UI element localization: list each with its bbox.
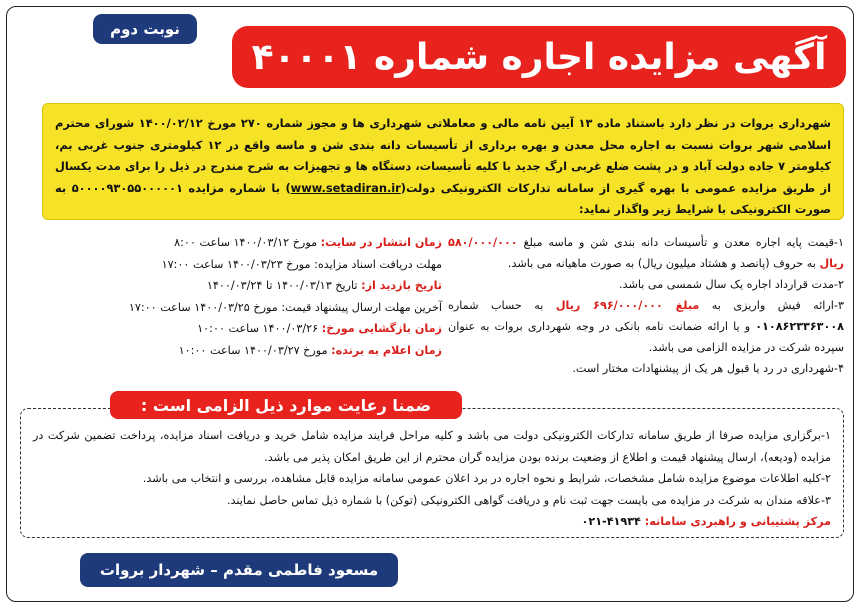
schedule-publish: زمان انتشار در سایت: مورخ ۱۴۰۰/۰۳/۱۲ ساعت ۸:۰۰ bbox=[174, 236, 442, 249]
schedule-winner: زمان اعلام به برنده: مورخ ۱۴۰۰/۰۳/۲۷ ساعت ۱۰:۰۰ bbox=[178, 343, 442, 357]
support-phone: ۴۱۹۳۴-۰۲۱ bbox=[581, 515, 645, 528]
setadiran-link[interactable]: www.setadiran.ir bbox=[290, 180, 401, 195]
deposit-amount: مبلغ ۶۹۶/۰۰۰/۰۰۰ ریال bbox=[555, 299, 700, 312]
condition-4: ۴-شهرداری در رد یا قبول هر یک از پیشنهادات مختار است. bbox=[572, 362, 844, 375]
intro-line-2: شهر بروات نسبت به اجاره محل معدن و بهره برداری از تأسیسات دانه بندی شن و ماسه واقع در ۱۲ کیلومتری جنوب غربی بم، کیلومتر ۷ جاده دولت bbox=[55, 137, 831, 173]
schedule-offer: آخرین مهلت ارسال پیشنهاد قیمت: مورخ ۱۴۰۰/۰۳/۲۵ ساعت ۱۷:۰۰ bbox=[128, 300, 442, 314]
notes-box bbox=[20, 408, 844, 538]
intro-paragraph bbox=[42, 103, 844, 220]
note-2: ۲-کلیه اطلاعات موضوع مزایده شامل مشخصات، شرایط و نحوه اجاره در برد اعلان عمومی سامانه مزایده قابل مشاهده، بررسی و انتخاب می باشد. bbox=[142, 472, 831, 485]
condition-3: ۳-ارائه فیش واریزی به مبلغ ۶۹۶/۰۰۰/۰۰۰ ریال به حساب شماره ۰۱۰۸۶۲۳۳۶۳۰۰۸ و یا ارائه ضمانت نامه بانکی در وجه شهرداری بروات به عنوان سپرده شرکت در مزایده الزامی می باشد. bbox=[448, 299, 844, 354]
base-price: ۵۸۰/۰۰۰/۰۰۰ bbox=[448, 236, 518, 249]
notes-header: ضمنا رعایت موارد ذیل الزامی است : bbox=[110, 391, 462, 419]
conditions-list bbox=[448, 232, 844, 379]
account-number: ۰۱۰۸۶۲۳۳۶۳۰۰۸ bbox=[755, 320, 844, 333]
page-title: آگهی مزایده اجاره شماره ۴۰۰۰۱ bbox=[232, 26, 846, 88]
intro-line-4b: ) با شماره مزایده ۵۰۰۰۰۹۳۰۵۵۰۰۰۰۰۱ به صورت الکترونیکی با شرایط زیر واگذار نماید: bbox=[55, 180, 831, 216]
intro-line-3: آباد و در پشت ضلع غربی ارگ جدید با کلیه تأسیسات، دستگاه ها و تجهیزات به شرح مندرج در ذیل را برای مدت یکسال از طریق مزایده عمومی با بهره bbox=[55, 159, 832, 195]
schedule-list bbox=[12, 232, 442, 361]
note-3: ۳-علاقه مندان به شرکت در مزایده می بایست جهت ثبت نام و دریافت گواهی الکترونیکی (توکن) با شماره ذیل تماس حاصل نمایند. bbox=[226, 493, 831, 507]
support-line: مرکز پشتیبانی و راهبردی سامانه: ۴۱۹۳۴-۰۲۱ bbox=[581, 515, 831, 528]
schedule-opening: زمان بازگشایی مورخ: ۱۴۰۰/۰۳/۲۶ ساعت ۱۰:۰۰ bbox=[197, 322, 442, 335]
round-badge: نوبت دوم bbox=[93, 14, 197, 44]
intro-line-1: شهرداری بروات در نظر دارد باستناد ماده ۱۳ آیین نامه مالی و معاملاتی شهرداری ها و مجوز شماره ۲۷۰ مورخ ۱۴۰۰/۰۲/۱۲ شورای محترم اسلامی bbox=[55, 116, 831, 152]
condition-2: ۲-مدت قرارداد اجاره یک سال شمسی می باشد. bbox=[619, 278, 844, 291]
note-1: ۱-برگزاری مزایده صرفا از طریق سامانه تدارکات الکترونیکی دولت می باشد و کلیه مراحل فرایند مزایده شامل خرید و دریافت اسناد مزایده، پرداخت تضمین شرکت در مزایده (ودیعه)، ارسال پیشنهاد قیمت و اطلاع از وضعیت برنده بودن مزایده گران محترم از این طریق امکان پذیر می باشد. bbox=[33, 429, 831, 464]
currency-label: ریال bbox=[819, 257, 844, 270]
condition-1: ۱-قیمت پایه اجاره معدن و تأسیسات دانه بندی شن و ماسه مبلغ ۵۸۰/۰۰۰/۰۰۰ ریال به حروف (پانصد و هشتاد میلیون ریال) به صورت ماهیانه می باشد. bbox=[448, 236, 844, 270]
intro-line-4a: گیری از سامانه تدارکات الکترونیکی دولت( bbox=[400, 180, 645, 195]
schedule-docs: مهلت دریافت اسناد مزایده: مورخ ۱۴۰۰/۰۳/۲۳ ساعت ۱۷:۰۰ bbox=[161, 257, 442, 271]
mayor-signature: مسعود فاطمی مقدم – شهردار بروات bbox=[80, 553, 398, 587]
schedule-visit: تاریخ بازدید از: تاریخ ۱۴۰۰/۰۳/۱۳ تا ۱۴۰۰/۰۳/۲۴ bbox=[206, 279, 442, 292]
